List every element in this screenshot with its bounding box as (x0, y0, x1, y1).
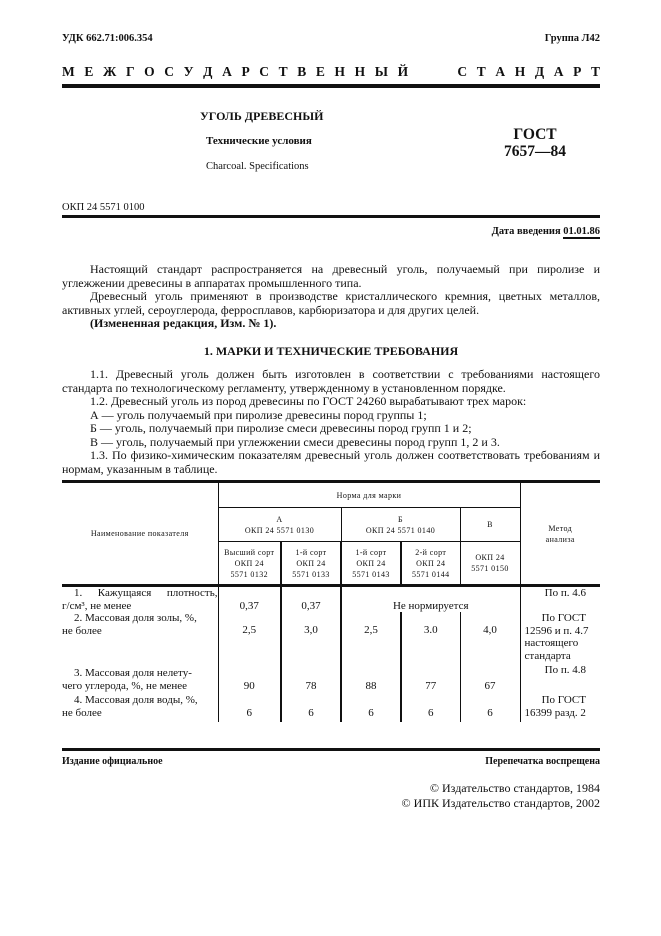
value-cell: 4,0 (460, 612, 520, 664)
okp-line-2: 5571 0144 (411, 569, 450, 579)
header-grade-b (341, 508, 460, 542)
gost-number: 7657—84 (504, 143, 566, 160)
value-cell: 0,37 (218, 586, 281, 613)
copyright-2002: © ИПК Издательство стандартов, 2002 (401, 796, 600, 810)
value-cell: 88 (341, 664, 401, 692)
okp-line-1: ОКП 24 (475, 553, 505, 562)
value-cell: 3,0 (281, 612, 341, 664)
okp-line-2: 5571 0143 (352, 569, 390, 579)
value-cell: 6 (401, 692, 460, 722)
banner-letter: Г (125, 64, 135, 79)
value-cell: 6 (341, 692, 401, 722)
indicator-name (62, 692, 218, 722)
value-cell: 67 (460, 664, 520, 692)
subheader-b-second (401, 542, 460, 586)
banner-letter: В (297, 64, 307, 79)
banner-letter: С (164, 64, 175, 79)
grade-a-label: А (276, 514, 283, 524)
banner-letter: Д (203, 64, 213, 79)
banner-letter: Ы (374, 64, 389, 79)
value-cell: 77 (401, 664, 460, 692)
banner-letter: Т (590, 64, 600, 79)
method-line: По ГОСТ (541, 612, 586, 624)
clause-1-3: 1.3. По физико-химическим показателям древесный уголь должен соответствовать требованиям и нормам, указанным в таблице. (62, 448, 600, 476)
intro-paragraph-1: Настоящий стандарт распространяется на древесный уголь, получаемый при пиролизе и углежжении древесины в аппаратах промышленного типа. (62, 262, 600, 290)
official-edition: Издание официальное (62, 756, 163, 767)
name-line: не более (62, 706, 102, 719)
banner-letter: У (183, 64, 194, 79)
banner-rule (62, 84, 600, 88)
method-line: 12596 и п. 4.7 (524, 624, 589, 637)
banner-letter: О (144, 64, 155, 79)
okp-line-1: ОКП 24 (416, 558, 446, 568)
okp-line-2: 5571 0132 (230, 569, 269, 579)
value-cell: 78 (281, 664, 341, 692)
grade-a-description: А — уголь получаемый при пиролизе древесины пород группы 1; (90, 407, 427, 422)
method-cell (520, 612, 600, 664)
table-row (62, 612, 600, 664)
okp-line-1: ОКП 24 (234, 558, 264, 568)
banner-letter: С (457, 64, 468, 79)
banner-letter: А (495, 64, 506, 79)
grade-b-description: Б — уголь, получаемый при пиролизе смеси древесины пород групп 1 и 2; (90, 421, 472, 435)
method-line: По ГОСТ (541, 694, 586, 706)
grade-v-description: В — уголь, получаемый при углежжении смеси древесины пород групп 1, 2 и 3. (90, 434, 500, 449)
date-value: 01.01.86 (563, 226, 600, 237)
grade-b-okp: ОКП 24 5571 0140 (365, 525, 436, 535)
grade-b-label: Б (398, 514, 403, 524)
name-line: 3. Массовая доля нелету- (74, 667, 192, 679)
english-title: Charcoal. Specifications (206, 161, 309, 172)
indicator-name (62, 664, 218, 692)
section-1-heading: 1. МАРКИ И ТЕХНИЧЕСКИЕ ТРЕБОВАНИЯ (203, 344, 459, 358)
sort-label: 1-й сорт (355, 547, 387, 557)
table-row (62, 692, 600, 722)
value-cell: 3.0 (401, 612, 460, 664)
value-cell: 6 (218, 692, 281, 722)
method-cell: По п. 4.8 (520, 664, 600, 692)
banner-letter: Р (241, 64, 250, 79)
gost-label: ГОСТ (513, 126, 557, 143)
banner-letter: М (62, 64, 75, 79)
okp-rule (62, 215, 600, 218)
subheader-v (460, 542, 520, 586)
banner-letter: Т (278, 64, 288, 79)
value-cell: 90 (218, 664, 281, 692)
name-line: не более (62, 624, 102, 637)
banner-letter: Е (315, 64, 325, 79)
table-row (62, 664, 600, 692)
method-line: 16399 разд. 2 (524, 706, 586, 719)
okp-line-1: ОКП 24 (356, 558, 386, 568)
banner-gap (418, 64, 448, 80)
subheader-a-top (218, 542, 281, 586)
banner-letter: Р (573, 64, 582, 79)
interstate-standard-banner (62, 64, 600, 80)
banner-letter: Е (84, 64, 94, 79)
banner-letter: С (259, 64, 270, 79)
method-line: стандарта (524, 649, 571, 662)
value-cell: 0,37 (281, 586, 341, 613)
name-line: г/см³, не менее (62, 599, 132, 612)
sort-label: Высший сорт (224, 547, 275, 557)
specifications-table (62, 480, 600, 722)
section-1-text (62, 368, 600, 476)
banner-letter: Й (397, 64, 409, 79)
okp-line-2: 5571 0150 (471, 564, 509, 573)
table-row (62, 586, 600, 613)
okp-code: ОКП 24 5571 0100 (62, 202, 145, 213)
date-label: Дата введения (491, 226, 561, 237)
banner-letter: Н (514, 64, 526, 79)
okp-line-1: ОКП 24 (296, 558, 326, 568)
indicator-name (62, 586, 218, 613)
name-line: 1. Кажущаяся плотность, (74, 587, 218, 599)
footer-rule (62, 748, 600, 751)
not-normalized-cell: Не нормируется (341, 586, 520, 613)
clause-1-1: 1.1. Древесный уголь должен быть изготовлен в соответствии с требованиями настоящего стандарта по технологическому регламенту, утвержденному в установленном порядке. (62, 367, 600, 395)
name-line: чего углерода, %, не менее (62, 679, 188, 692)
name-line: 4. Массовая доля воды, %, (74, 694, 198, 706)
banner-letter: А (222, 64, 232, 79)
header-method: Метод анализа (520, 482, 600, 586)
banner-letter: А (553, 64, 564, 79)
sort-label: 2-й сорт (415, 547, 447, 557)
banner-letter: Н (334, 64, 346, 79)
banner-letter: Т (476, 64, 486, 79)
gost-number-block (500, 126, 570, 160)
group-code: Группа Л42 (544, 33, 600, 44)
value-cell: 2,5 (218, 612, 281, 664)
value-cell: 6 (460, 692, 520, 722)
okp-line-2: 5571 0133 (292, 569, 330, 579)
header-grade-a (218, 508, 341, 542)
subheader-b-first (341, 542, 401, 586)
copyright-1984: © Издательство стандартов, 1984 (429, 781, 600, 795)
clause-1-2: 1.2. Древесный уголь из пород древесины по ГОСТ 24260 вырабатывают трех марок: (90, 394, 527, 408)
banner-letter: Д (534, 64, 545, 79)
banner-letter: Ж (102, 64, 117, 79)
intro-paragraph-2: Древесный уголь применяют в производстве кристаллического кремния, цветных металлов, активных углей, сероуглерода, ферросплавов, карбюризатора и для других целей. (62, 289, 600, 317)
indicator-name (62, 612, 218, 664)
udk-code: УДК 662.71:006.354 (62, 33, 153, 44)
method-cell (520, 692, 600, 722)
sort-label: 1-й сорт (295, 547, 327, 557)
intro-text (62, 263, 600, 331)
subheader-a-first (281, 542, 341, 586)
document-title: УГОЛЬ ДРЕВЕСНЫЙ (200, 109, 324, 123)
header-norm-for-grade: Норма для марки (218, 482, 520, 508)
grade-a-okp: ОКП 24 5571 0130 (244, 525, 315, 535)
banner-letter: Н (354, 64, 366, 79)
reprint-prohibited: Перепечатка воспрещена (485, 756, 600, 767)
value-cell: 2,5 (341, 612, 401, 664)
header-indicator-name: Наименование показателя (62, 482, 218, 586)
name-line: 2. Массовая доля золы, %, (74, 612, 197, 624)
method-cell: По п. 4.6 (520, 586, 600, 613)
method-line: настоящего (524, 637, 579, 649)
document-subtitle: Технические условия (206, 135, 312, 147)
introduction-date (492, 226, 600, 237)
amendment-note: (Измененная редакция, Изм. № 1). (90, 316, 277, 330)
header-grade-v: В (460, 508, 520, 542)
value-cell: 6 (281, 692, 341, 722)
